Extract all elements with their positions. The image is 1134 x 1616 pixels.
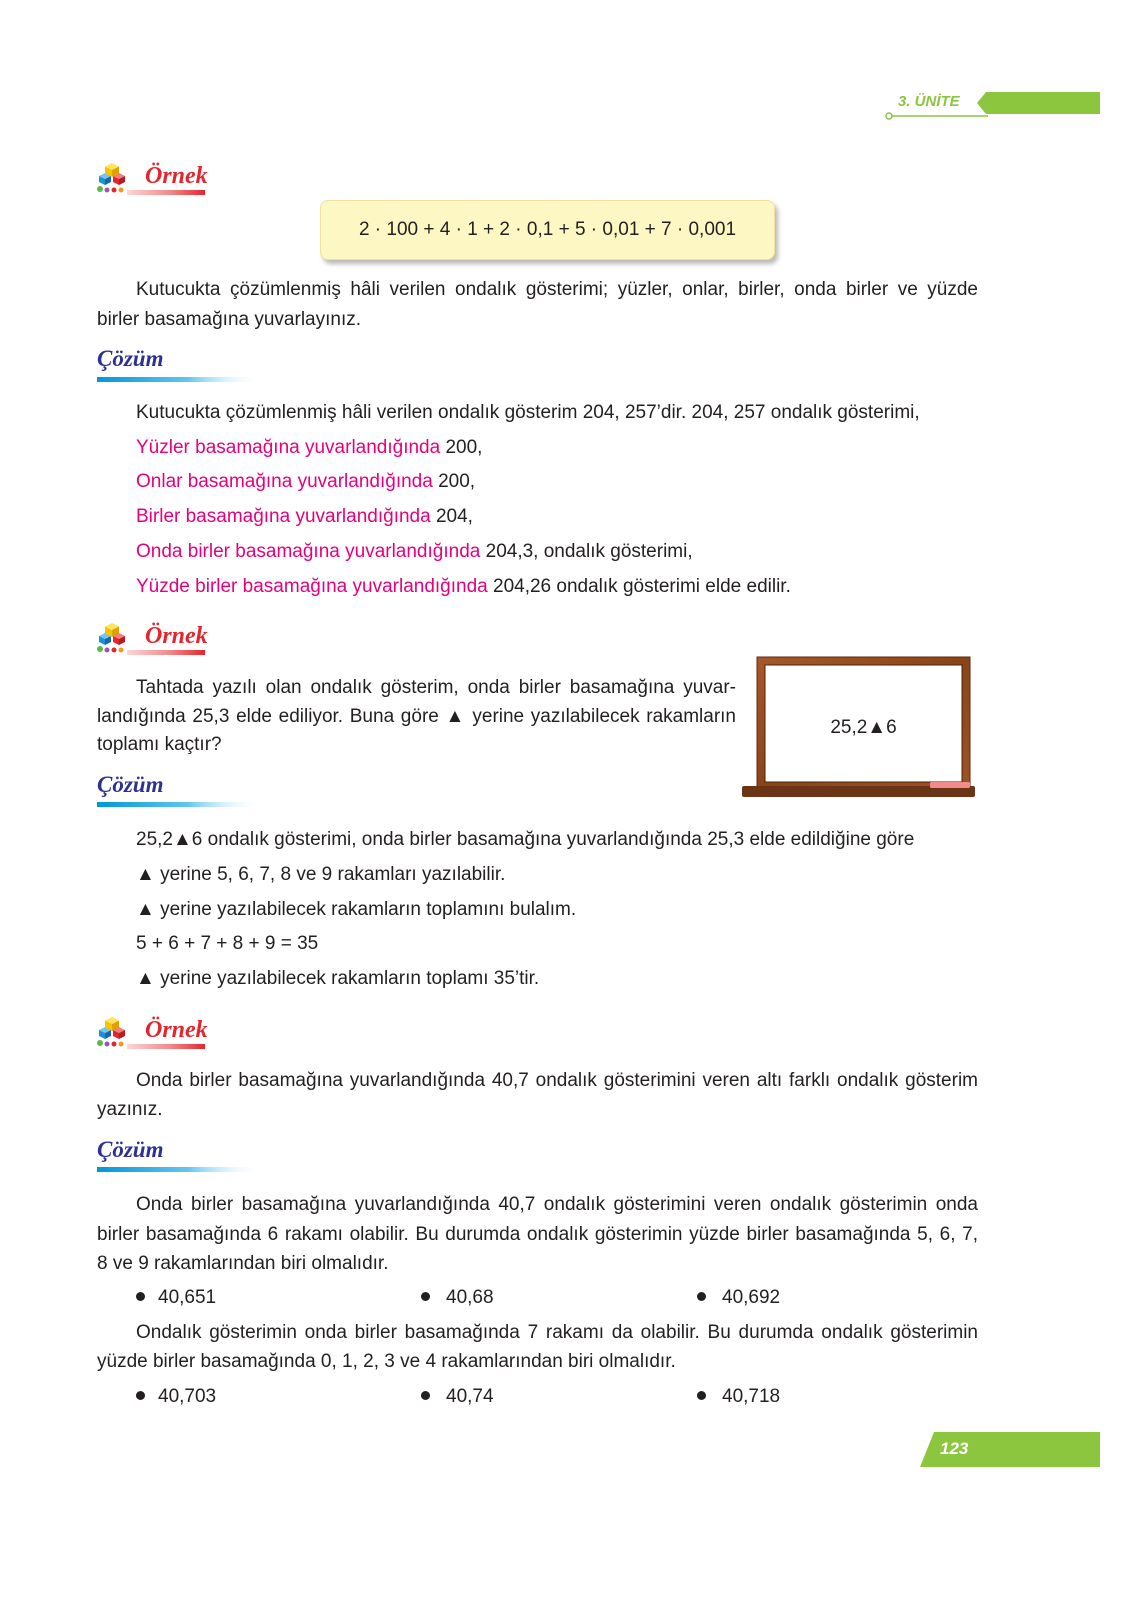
solution-title: Çözüm <box>97 346 164 371</box>
bullet-icon <box>697 1391 706 1400</box>
question-line: yazınız. <box>97 1099 163 1120</box>
solution-line: Kutucukta çözümlenmiş hâli verilen ondalık gösterim 204, 257’dir. 204, 257 ondalık gösterimi, <box>136 402 920 423</box>
answer-item: 40,718 <box>722 1386 781 1407</box>
bullet-icon <box>136 1292 145 1301</box>
answer-item: 40,703 <box>158 1386 217 1407</box>
question-line: Onda birler basamağına yuvarlandığında 40,7 ondalık gösterimini veren altı farklı ondalık gösterim <box>136 1070 978 1091</box>
cubes-icon <box>97 1017 125 1047</box>
answer-item: 40,692 <box>722 1287 781 1308</box>
rounding-step-label: Onlar basamağına yuvarlandığında <box>136 471 433 492</box>
cubes-icon <box>97 163 125 193</box>
solution-line: ▲ yerine yazılabilecek rakamların toplamını bulalım. <box>136 899 577 920</box>
rounding-step-result: 204, <box>430 506 473 527</box>
page-number: 123 <box>940 1439 969 1458</box>
bullet-icon <box>421 1391 430 1400</box>
rounding-step-result: 204,3, ondalık gösterimi, <box>480 541 693 562</box>
solution-title: Çözüm <box>97 772 164 797</box>
rounding-step-label: Birler basamağına yuvarlandığında <box>136 506 431 527</box>
example-title: Örnek <box>145 163 208 189</box>
rounding-step-result: 200, <box>432 471 476 492</box>
question-line: Kutucukta çözümlenmiş hâli verilen ondalık gösterimi; yüzler, onlar, birler, onda birler ve yüzde <box>136 279 978 300</box>
bullet-icon <box>697 1292 706 1301</box>
example-title: Örnek <box>145 623 208 649</box>
bullet-icon <box>136 1391 145 1400</box>
answer-item: 40,74 <box>446 1386 494 1407</box>
rounding-step <box>136 575 791 599</box>
solution-line: Onda birler basamağına yuvarlandığında 40,7 ondalık gösterimini veren ondalık gösterimin onda <box>136 1194 978 1215</box>
solution-line: 5 + 6 + 7 + 8 + 9 = 35 <box>136 933 319 954</box>
unit-tab <box>977 92 1100 114</box>
solution-line: yüzde birler basamağında 0, 1, 2, 3 ve 4 rakamlarından biri olmalıdır. <box>97 1351 676 1372</box>
question-line: toplamı kaçtır? <box>97 734 222 755</box>
example-title: Örnek <box>145 1017 208 1043</box>
rounding-step-result: 204,26 ondalık gösterimi elde edilir. <box>487 576 791 597</box>
solution-underline <box>97 377 262 382</box>
bullet-icon <box>421 1292 430 1301</box>
rounding-step-label: Yüzler basamağına yuvarlandığında <box>136 437 441 458</box>
rounding-step <box>136 436 482 460</box>
eraser-icon <box>930 782 970 788</box>
rounding-step-label: Onda birler basamağına yuvarlandığında <box>136 541 481 562</box>
solution-underline <box>97 802 262 807</box>
cubes-icon <box>97 623 125 653</box>
solution-line: birler basamağında 6 rakamı olabilir. Bu durumda ondalık gösterimin yüzde birler basamağında 5, 6, 7, <box>97 1224 978 1245</box>
solution-line: 8 ve 9 rakamlarından biri olmalıdır. <box>97 1253 389 1274</box>
answer-item: 40,651 <box>158 1287 217 1308</box>
solution-line: 25,2▲6 ondalık gösterimi, onda birler basamağına yuvarlandığında 25,3 elde edildiğine göre <box>136 829 915 850</box>
example-underline <box>127 190 205 195</box>
rounding-step <box>136 470 475 494</box>
unit-label: 3. ÜNİTE <box>898 93 960 110</box>
solution-line: ▲ yerine 5, 6, 7, 8 ve 9 rakamları yazılabilir. <box>136 864 506 885</box>
example-underline <box>127 1044 205 1049</box>
question-line: Tahtada yazılı olan ondalık gösterim, onda birler basamağına yuvar- <box>136 677 736 698</box>
blackboard-value: 25,2▲6 <box>830 717 897 738</box>
solution-underline <box>97 1167 262 1172</box>
example-underline <box>127 650 205 655</box>
formula-box <box>320 200 775 260</box>
question-line: landığında 25,3 elde ediliyor. Buna göre ▲ yerine yazılabilecek rakamların <box>97 706 736 727</box>
rounding-step <box>136 540 693 564</box>
question-line: birler basamağına yuvarlayınız. <box>97 309 362 330</box>
answer-item: 40,68 <box>446 1287 494 1308</box>
unit-marker-dot <box>886 113 892 119</box>
rounding-step-result: 200, <box>440 437 483 458</box>
rounding-step <box>136 505 473 529</box>
solution-line: Ondalık gösterimin onda birler basamağında 7 rakamı da olabilir. Bu durumda ondalık gösterimin <box>136 1322 978 1343</box>
solution-line: ▲ yerine yazılabilecek rakamların toplamı 35’tir. <box>136 968 540 989</box>
solution-title: Çözüm <box>97 1137 164 1162</box>
formula-text: 2 · 100 + 4 · 1 + 2 · 0,1 + 5 · 0,01 + 7 · 0,001 <box>358 219 737 240</box>
rounding-step-label: Yüzde birler basamağına yuvarlandığında <box>136 576 488 597</box>
